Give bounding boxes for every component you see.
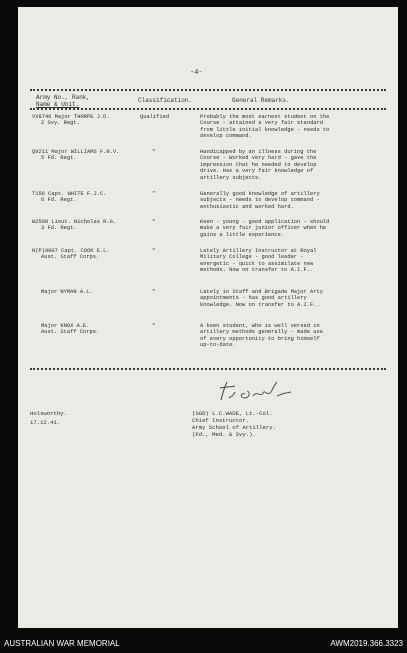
entry-name-line1: N(P)9907 Capt. COOK E.L. [32,248,110,254]
place: Holsworthy. [30,410,67,417]
entry-remarks: A keen student, who is well versed in artillery methods generally - made use of every opportunity to bring himself up-to-date. [200,323,323,349]
entry-remarks: Handicapped by an illness during the Course - Worked very hard - gave the impression that he needed to develop drive. Has a very fair knowledge of artillery subjects. [200,149,317,181]
entry-classification: " [152,323,156,329]
entry-classification: " [152,248,156,254]
entry-name [32,219,142,232]
entry-name-line1: Q9211 Major WILLIAMS F.N.V. [32,149,120,155]
entry-name-line1: Major KNOX A.E. [41,323,90,329]
header-col2: Classification. [138,97,193,104]
entry-unit: 6 Fd. Regt. [41,197,77,204]
entry-name [32,191,142,204]
entry-classification: " [152,191,156,197]
top-rule [30,89,386,91]
header-col1-line2: Name & Unit. [36,100,80,108]
handwritten-signature [215,378,305,404]
entry-classification: Qualified [140,114,170,120]
entry-name [32,289,142,295]
entry-name [32,149,142,162]
entry-unit: 2 Svy. Regt. [41,120,80,127]
entry-remarks: Lately Artillery Instructor at Royal Military College - good leader - energetic - quick to assimilate new methods. Now on transfer to A.I.F.. [200,248,317,274]
entry-name [32,114,142,127]
page-number: -4- [190,69,203,77]
header-col1 [36,95,90,108]
header-rule [30,108,386,110]
entry-unit: Aust. Staff Corps. [41,329,100,336]
entry-classification: " [152,149,156,155]
entry-unit: 3 Fd. Regt. [41,225,77,232]
entry-remarks: Probably the most earnest student on the Course - attained a very fair standard from little initial knowledge - needs to develop command. [200,114,330,140]
date: 17.12.41. [30,419,61,426]
header-col1-line1: Army No., Rank, [36,94,91,101]
document-page [18,7,398,628]
entry-unit: Aust. Staff Corps. [41,254,100,261]
bottom-rule [30,368,386,370]
entry-name-line1: Major NYMAN A.L. [41,289,93,295]
entry-remarks: Generally good knowledge of artillery subjects - needs to develop command - enthusiastic and worked hard. [200,191,320,210]
header-col3: General Remarks. [232,97,290,104]
archive-reference: AWM2019.366.3323 [330,639,403,648]
entry-classification: " [152,289,156,295]
entry-remarks: Lately in Staff and Brigade Major Arty appointments - has good artillery knowledge. Now on transfer to A.I.F.. [200,289,323,308]
signatory-block: (SGD) L.C.WADE, Lt.-Col. Chief Instructor. Army School of Artillery. (Fd., Med. & Svy.). [192,410,276,438]
entry-remarks: Keen - young - good application - should make a very fair junior officer when he gains a little experience. [200,219,330,238]
entry-name [32,248,142,261]
entry-name-line1: T156 Capt. WHITE F.J.C. [32,191,107,197]
entry-name-line1: VX8746 Major THORPE J.D. [32,114,110,120]
entry-name [32,323,142,336]
entry-classification: " [152,219,156,225]
entry-unit: 5 Fd. Regt. [41,155,77,162]
entry-name-line1: W2508 Lieut. Nicholas R.G. [32,219,117,225]
archive-caption: AUSTRALIAN WAR MEMORIAL [4,639,120,648]
